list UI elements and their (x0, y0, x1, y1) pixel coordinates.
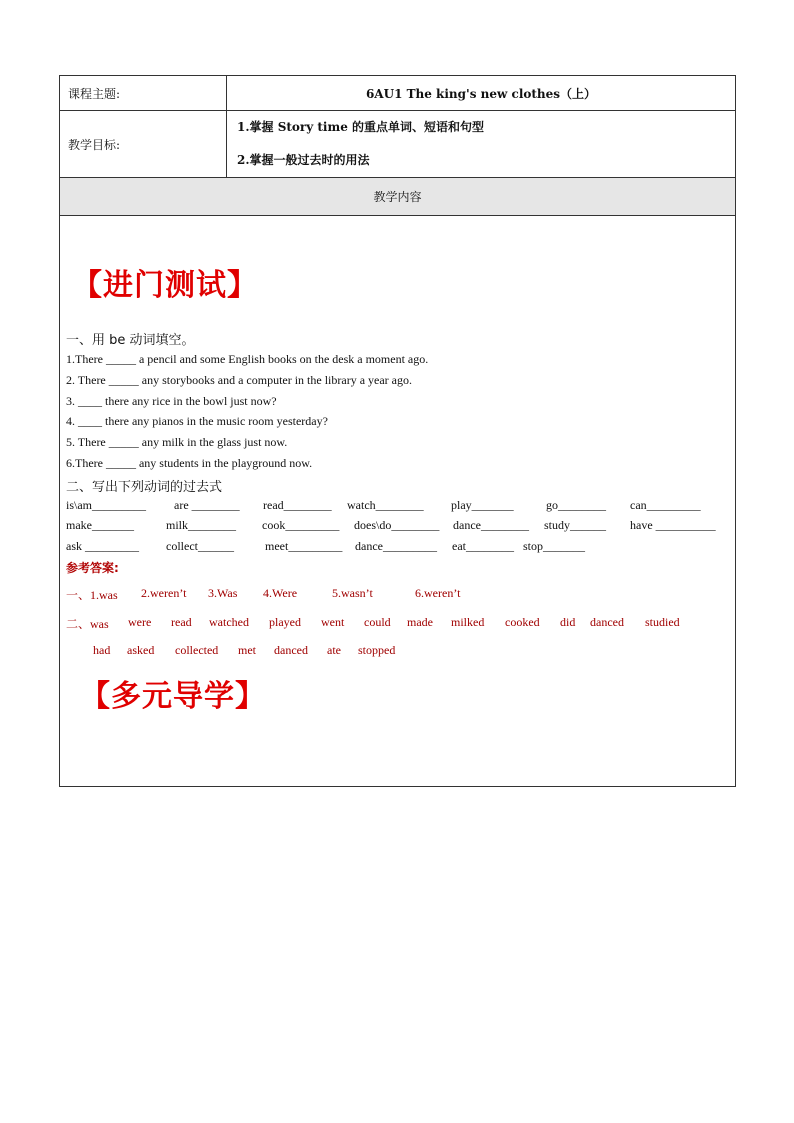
answer-item: went (321, 615, 345, 629)
answer-item: 3.Was (208, 586, 238, 600)
exercise-sentence: 6.There _____ any students in the playground now. (66, 456, 313, 470)
verb-blank: collect______ (166, 539, 234, 553)
verb-row (66, 518, 726, 536)
answer-item: 二、was (66, 617, 109, 631)
answer-item: 4.Were (263, 586, 298, 600)
verb-blank: dance_________ (355, 539, 437, 553)
part1-heading: 一、用 be 动词填空。 (66, 333, 195, 348)
verb-blank: cook_________ (262, 518, 340, 532)
verb-blank: eat________ (452, 539, 514, 553)
verb-blank: does\do________ (354, 518, 440, 532)
exercise-sentence: 5. There _____ any milk in the glass just now. (66, 435, 288, 449)
lesson-table (59, 75, 736, 787)
answer-item: were (128, 615, 152, 629)
answer-item: could (364, 615, 391, 629)
answer-item: danced (590, 615, 624, 629)
answer-item: studied (645, 615, 680, 629)
verb-blank: watch________ (347, 498, 424, 512)
answer-item: 2.weren’t (141, 586, 187, 600)
verb-blank: meet_________ (265, 539, 343, 553)
answer-item: did (560, 615, 576, 629)
exercise-sentence: 2. There _____ any storybooks and a computer in the library a year ago. (66, 373, 413, 387)
answer-item: ate (327, 643, 341, 657)
answer-item: 一、1.was (66, 588, 118, 602)
answer-row (66, 586, 726, 604)
answer-item: read (171, 615, 192, 629)
verb-blank: ask _________ (66, 539, 139, 553)
answer-item: cooked (505, 615, 540, 629)
answer-item: asked (127, 643, 155, 657)
verb-blank: milk________ (166, 518, 237, 532)
topic-label: 课程主题: (60, 76, 227, 111)
verb-blank: can_________ (630, 498, 701, 512)
verb-blank: is\am_________ (66, 498, 146, 512)
verb-blank: are ________ (174, 498, 240, 512)
answer-row (66, 615, 726, 633)
answer-item: had (93, 643, 111, 657)
verb-blank: stop_______ (523, 539, 586, 553)
verb-blank: have __________ (630, 518, 716, 532)
verb-blank: read________ (263, 498, 332, 512)
verb-row (66, 498, 726, 516)
exercise-sentence: 3. ____ there any rice in the bowl just now? (66, 394, 277, 408)
exercise-sentence: 1.There _____ a pencil and some English books on the desk a moment ago. (66, 352, 429, 366)
verb-blank: go________ (546, 498, 606, 512)
verb-blank: make_______ (66, 518, 134, 532)
answer-item: watched (209, 615, 249, 629)
answer-item: stopped (358, 643, 396, 657)
answer-item: collected (175, 643, 219, 657)
entry-test-title: 【进门测试】 (72, 268, 258, 303)
verb-blank: dance________ (453, 518, 529, 532)
answer-item: made (407, 615, 433, 629)
content-body (60, 216, 736, 787)
goal-list (227, 111, 736, 178)
part2-heading: 二、写出下列动词的过去式 (66, 480, 223, 495)
goal-item: 2.掌握一般过去时的用法 (237, 153, 370, 167)
answer-item: played (269, 615, 301, 629)
exercise-sentence: 4. ____ there any pianos in the music room yesterday? (66, 414, 328, 428)
answer-item: 6.weren’t (415, 586, 461, 600)
answer-item: milked (451, 615, 485, 629)
guided-study-title: 【多元导学】 (80, 679, 266, 714)
goal-label: 教学目标: (60, 111, 227, 178)
answer-item: met (238, 643, 256, 657)
answer-item: danced (274, 643, 308, 657)
content-header: 教学内容 (60, 178, 736, 216)
goal-item: 1.掌握 Story time 的重点单词、短语和句型 (237, 120, 485, 134)
answer-label: 参考答案: (66, 561, 119, 575)
verb-blank: study______ (544, 518, 607, 532)
verb-row (66, 539, 726, 557)
verb-blank: play_______ (451, 498, 514, 512)
topic-value: 6AU1 The king's new clothes（上） (227, 76, 736, 111)
answer-row (66, 643, 726, 661)
answer-item: 5.wasn’t (332, 586, 373, 600)
